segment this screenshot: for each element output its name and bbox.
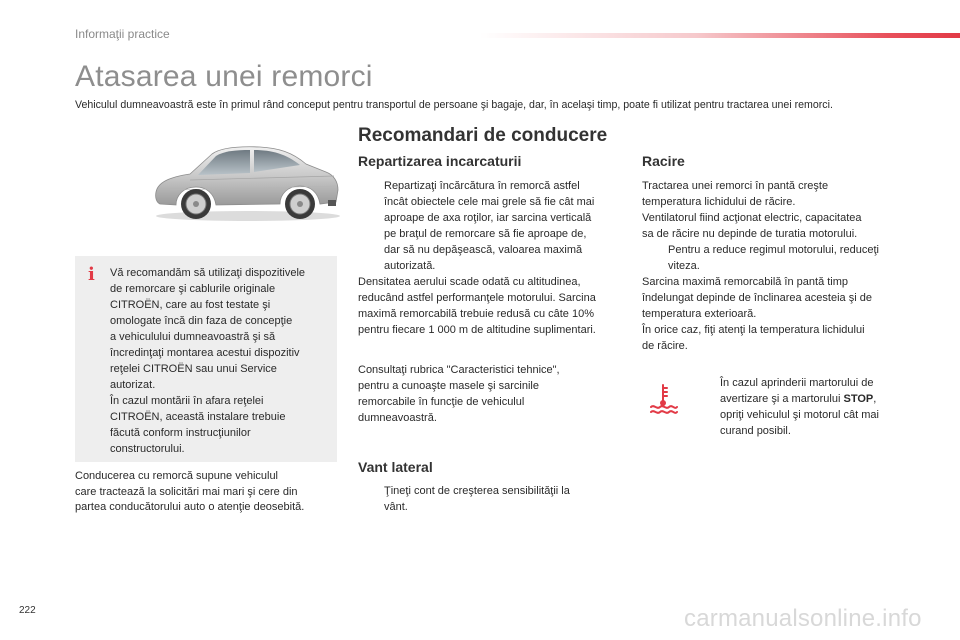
consult-specifications-paragraph <box>358 362 628 426</box>
info-line: Vă recomandăm să utilizaţi dispozitivele <box>110 267 306 279</box>
side-wind-bullet <box>358 483 628 515</box>
text-line: curand posibil. <box>720 425 791 437</box>
info-line: încredinţaţi montarea acestui dispozitiv <box>110 347 300 359</box>
text-line: reducând astfel performanţele motorului. Sarcina <box>358 292 596 304</box>
text-line: Ventilatorul fiind acţionat electric, capacitatea <box>642 212 862 224</box>
info-line: CITROËN, care au fost testate şi <box>110 299 271 311</box>
page-number: 222 <box>19 605 36 616</box>
text-line: viteza. <box>668 260 700 272</box>
section-header-title: Informaţii practice <box>75 27 170 41</box>
info-icon: i <box>88 264 95 285</box>
page-title: Atasarea unei remorci <box>75 60 373 93</box>
towing-attention-paragraph <box>75 469 343 516</box>
text-line: temperatura exterioară. <box>642 308 757 320</box>
text-line: pe braţul de remorcare să fie aproape de, <box>384 228 587 240</box>
info-line: În cazul montării în afara reţelei <box>110 395 264 407</box>
info-line: a vehiculului dumneavoastră şi să <box>110 331 276 343</box>
text-line: Repartizaţi încărcătura în remorcă astfel <box>384 180 580 192</box>
text-span: , <box>873 393 877 405</box>
stop-label: STOP <box>843 393 874 405</box>
text-line: temperatura lichidului de răcire. <box>642 196 796 208</box>
text-line: Pentru a reduce regimul motorului, reduceţi <box>668 244 879 256</box>
info-box <box>75 256 337 462</box>
text-line: Conducerea cu remorcă supune vehiculul <box>75 470 279 482</box>
text-line: care tractează la solicitări mai mari şi cere din <box>75 485 298 498</box>
text-line: partea conducătorului auto o atenţie deosebită. <box>75 501 305 513</box>
info-line: omologate încă din faza de concepţie <box>110 315 293 327</box>
cooling-heading: Racire <box>642 153 685 169</box>
text-line: maximă remorcabilă trebuie redusă cu câte 10% <box>358 308 595 320</box>
text-line: pentru fiecare 1 000 m de altitudine suplimentari. <box>358 324 596 336</box>
text-line: pentru a cunoaşte masele şi sarcinile <box>358 380 539 392</box>
text-line: sa de răcire nu depinde de turatia motorului. <box>642 228 858 240</box>
load-distribution-heading: Repartizarea incarcaturii <box>358 153 522 169</box>
info-line: de remorcare şi cablurile originale <box>110 283 276 295</box>
text-line: vânt. <box>384 501 408 513</box>
text-line: de răcire. <box>642 340 688 352</box>
info-line: autorizat. <box>110 379 156 391</box>
side-wind-heading: Vant lateral <box>358 459 433 475</box>
text-span: avertizare şi a martorului <box>720 393 844 405</box>
info-box-text <box>110 265 334 457</box>
text-line: Densitatea aerului scade odată cu altitudinea, <box>358 276 581 288</box>
text-line: aproape de axa roţilor, iar sarcina verticală <box>384 212 592 224</box>
text-line: În orice caz, fiţi atenţi la temperatura lichidului <box>642 324 865 336</box>
text-line: dar să nu depăşească, valoarea maximă <box>384 244 583 256</box>
text-line: dumneavoastră. <box>358 412 437 424</box>
intro-paragraph: Vehiculul dumneavoastră este în primul rând conceput pentru transportul de persoane şi bagaje, dar, în acelaşi timp, poate fi utilizat pentru tractarea unei remorci. <box>75 99 833 111</box>
info-line: făcută conform instrucţiunilor <box>110 427 251 439</box>
text-line: încât obiectele cele mai grele să fie cât mai <box>384 196 595 208</box>
stop-warning-bullet <box>694 375 934 439</box>
text-line: Sarcina maximă remorcabilă în pantă timp <box>642 276 849 288</box>
text-line: Tractarea unei remorci în pantă creşte <box>642 180 829 192</box>
info-line: CITROËN, această instalare trebuie <box>110 411 286 423</box>
driving-recommendations-heading: Recomandari de conducere <box>358 125 608 146</box>
text-line: opriţi vehiculul şi motorul cât mai <box>720 409 879 421</box>
text-line: autorizată. <box>384 260 436 272</box>
text-line: În cazul aprinderii martorului de <box>720 377 874 389</box>
car-illustration <box>150 140 342 224</box>
load-distribution-bullet <box>358 178 628 338</box>
watermark: carmanualsonline.info <box>684 605 922 632</box>
info-line: constructorului. <box>110 443 185 455</box>
cooling-text <box>642 178 912 354</box>
text-line <box>720 391 934 407</box>
header-accent-bar <box>480 33 960 38</box>
info-line: reţelei CITROËN sau unui Service <box>110 363 277 375</box>
text-line: Ţineţi cont de creşterea sensibilităţii la <box>384 485 570 497</box>
text-line: Consultaţi rubrica "Caracteristici tehnice", <box>358 364 560 376</box>
text-line: îndelungat depinde de înclinarea acesteia şi de <box>642 292 872 304</box>
coolant-temperature-warning-icon <box>648 382 678 414</box>
text-line: remorcabile în funcţie de vehiculul <box>358 396 525 408</box>
